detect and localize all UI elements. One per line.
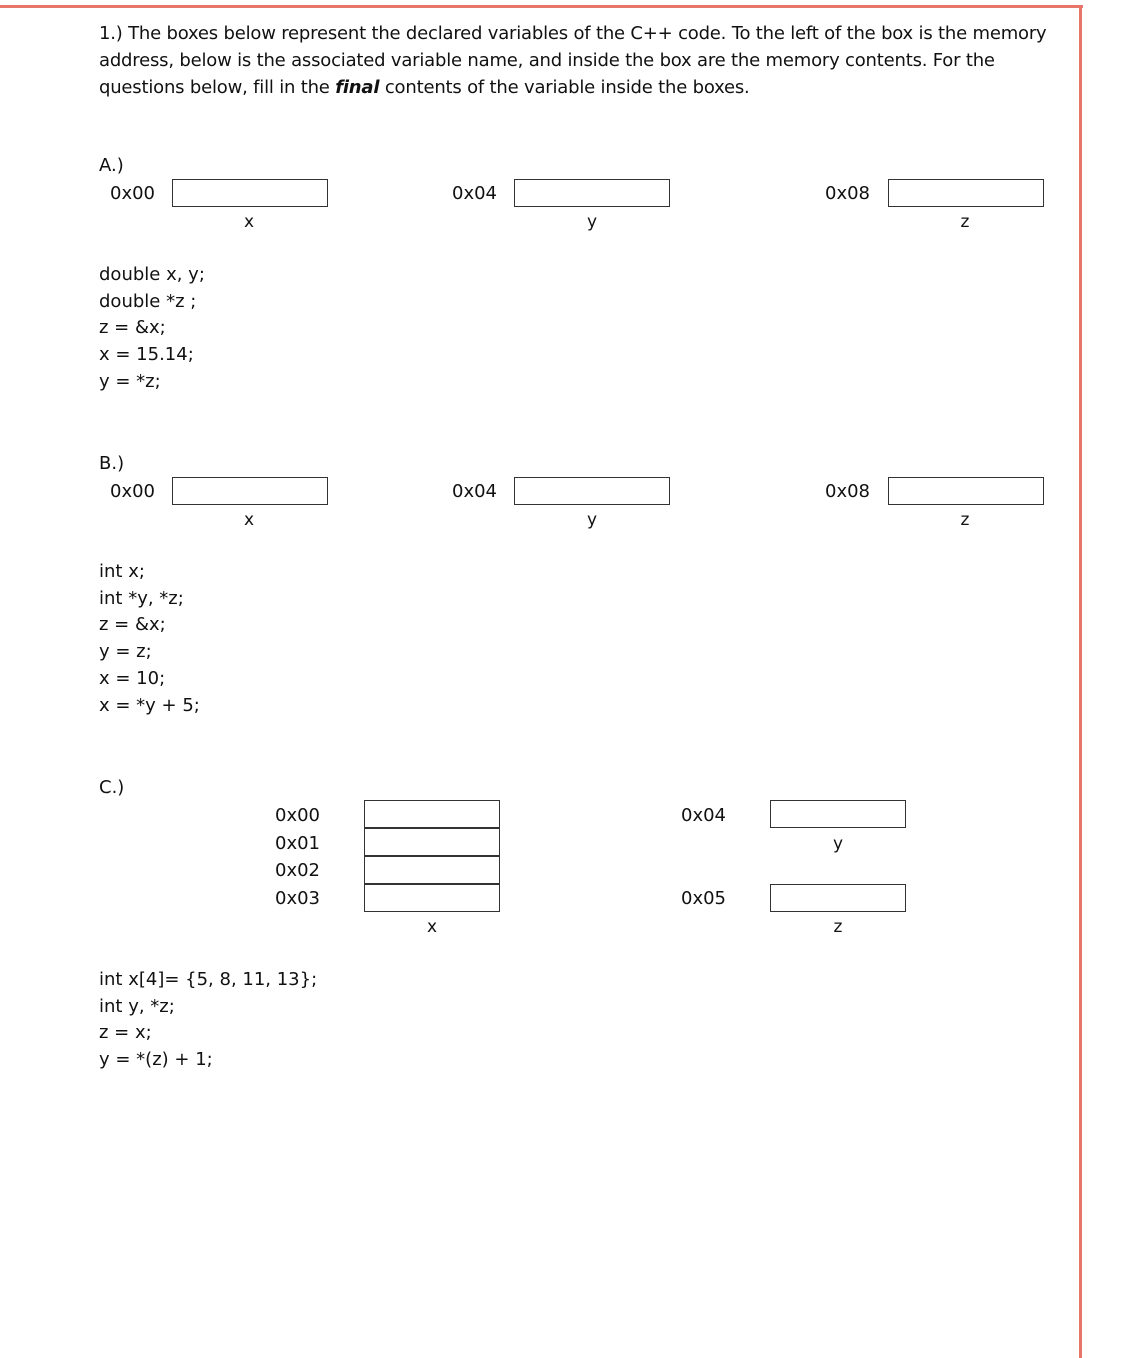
- part-c-name-x: x: [426, 917, 438, 937]
- code-line: x = 15.14;: [99, 344, 194, 366]
- part-c-code: [99, 967, 317, 1074]
- part-c-box-y[interactable]: [770, 800, 906, 828]
- part-b-name-z: z: [960, 510, 970, 530]
- part-a-address-y: 0x04: [452, 183, 498, 204]
- part-a-box-x[interactable]: [172, 179, 328, 207]
- code-line: x = 10;: [99, 667, 166, 689]
- part-b-box-z[interactable]: [888, 477, 1044, 505]
- part-c-address-z: 0x05: [681, 888, 727, 909]
- part-c-box-z[interactable]: [770, 884, 906, 912]
- page-border-right: [1079, 5, 1082, 1358]
- part-c-name-z: z: [833, 917, 843, 937]
- code-line: x = *y + 5;: [99, 694, 200, 716]
- part-c-box-x1[interactable]: [364, 828, 500, 856]
- part-b-address-z: 0x08: [825, 481, 871, 502]
- part-b-name-x: x: [243, 510, 255, 530]
- part-a-box-z[interactable]: [888, 179, 1044, 207]
- code-line: y = *(z) + 1;: [99, 1049, 213, 1071]
- part-b-box-x[interactable]: [172, 477, 328, 505]
- code-line: y = z;: [99, 641, 152, 663]
- code-line: int x[4]= {5, 8, 11, 13};: [99, 969, 318, 990]
- part-a-name-z: z: [960, 212, 970, 232]
- part-b-address-y: 0x04: [452, 481, 498, 502]
- code-line: int *y, *z;: [99, 587, 184, 609]
- part-a-address-z: 0x08: [825, 183, 871, 204]
- code-line: int y, *z;: [99, 995, 175, 1017]
- part-c-address-y: 0x04: [681, 805, 727, 826]
- code-line: double x, y;: [99, 264, 205, 285]
- part-b-name-y: y: [586, 510, 598, 530]
- part-a-code: [99, 262, 205, 396]
- part-c-address-x0: 0x00: [275, 805, 321, 826]
- part-c-address-x2: 0x02: [275, 860, 321, 881]
- part-c-box-x2[interactable]: [364, 856, 500, 884]
- part-c-box-x0[interactable]: [364, 800, 500, 828]
- part-a-address-x: 0x00: [110, 183, 156, 204]
- part-c-label: C.): [99, 777, 125, 798]
- code-line: z = &x;: [99, 317, 166, 339]
- code-line: double *z ;: [99, 290, 197, 312]
- part-b-code: [99, 559, 200, 719]
- part-c-box-x3[interactable]: [364, 884, 500, 912]
- part-b-label: B.): [99, 453, 125, 474]
- part-c-address-x1: 0x01: [275, 833, 321, 854]
- code-line: z = &x;: [99, 614, 166, 636]
- part-a-name-y: y: [586, 212, 598, 232]
- part-b-box-y[interactable]: [514, 477, 670, 505]
- code-line: z = x;: [99, 1022, 152, 1044]
- page-border-top: [0, 5, 1083, 8]
- part-a-label: A.): [99, 155, 124, 176]
- code-line: y = *z;: [99, 370, 161, 392]
- code-line: int x;: [99, 561, 145, 582]
- part-c-name-y: y: [832, 834, 844, 854]
- question-intro: 1.) The boxes below represent the declared variables of the C++ code. To the left of the box is the memory address, below is the associated variable name, and inside the box are the memory contents. For the questions below, fill in the final contents of the variable inside the boxes.: [99, 23, 1047, 98]
- part-b-address-x: 0x00: [110, 481, 156, 502]
- part-a-name-x: x: [243, 212, 255, 232]
- part-c-address-x3: 0x03: [275, 888, 321, 909]
- part-a-box-y[interactable]: [514, 179, 670, 207]
